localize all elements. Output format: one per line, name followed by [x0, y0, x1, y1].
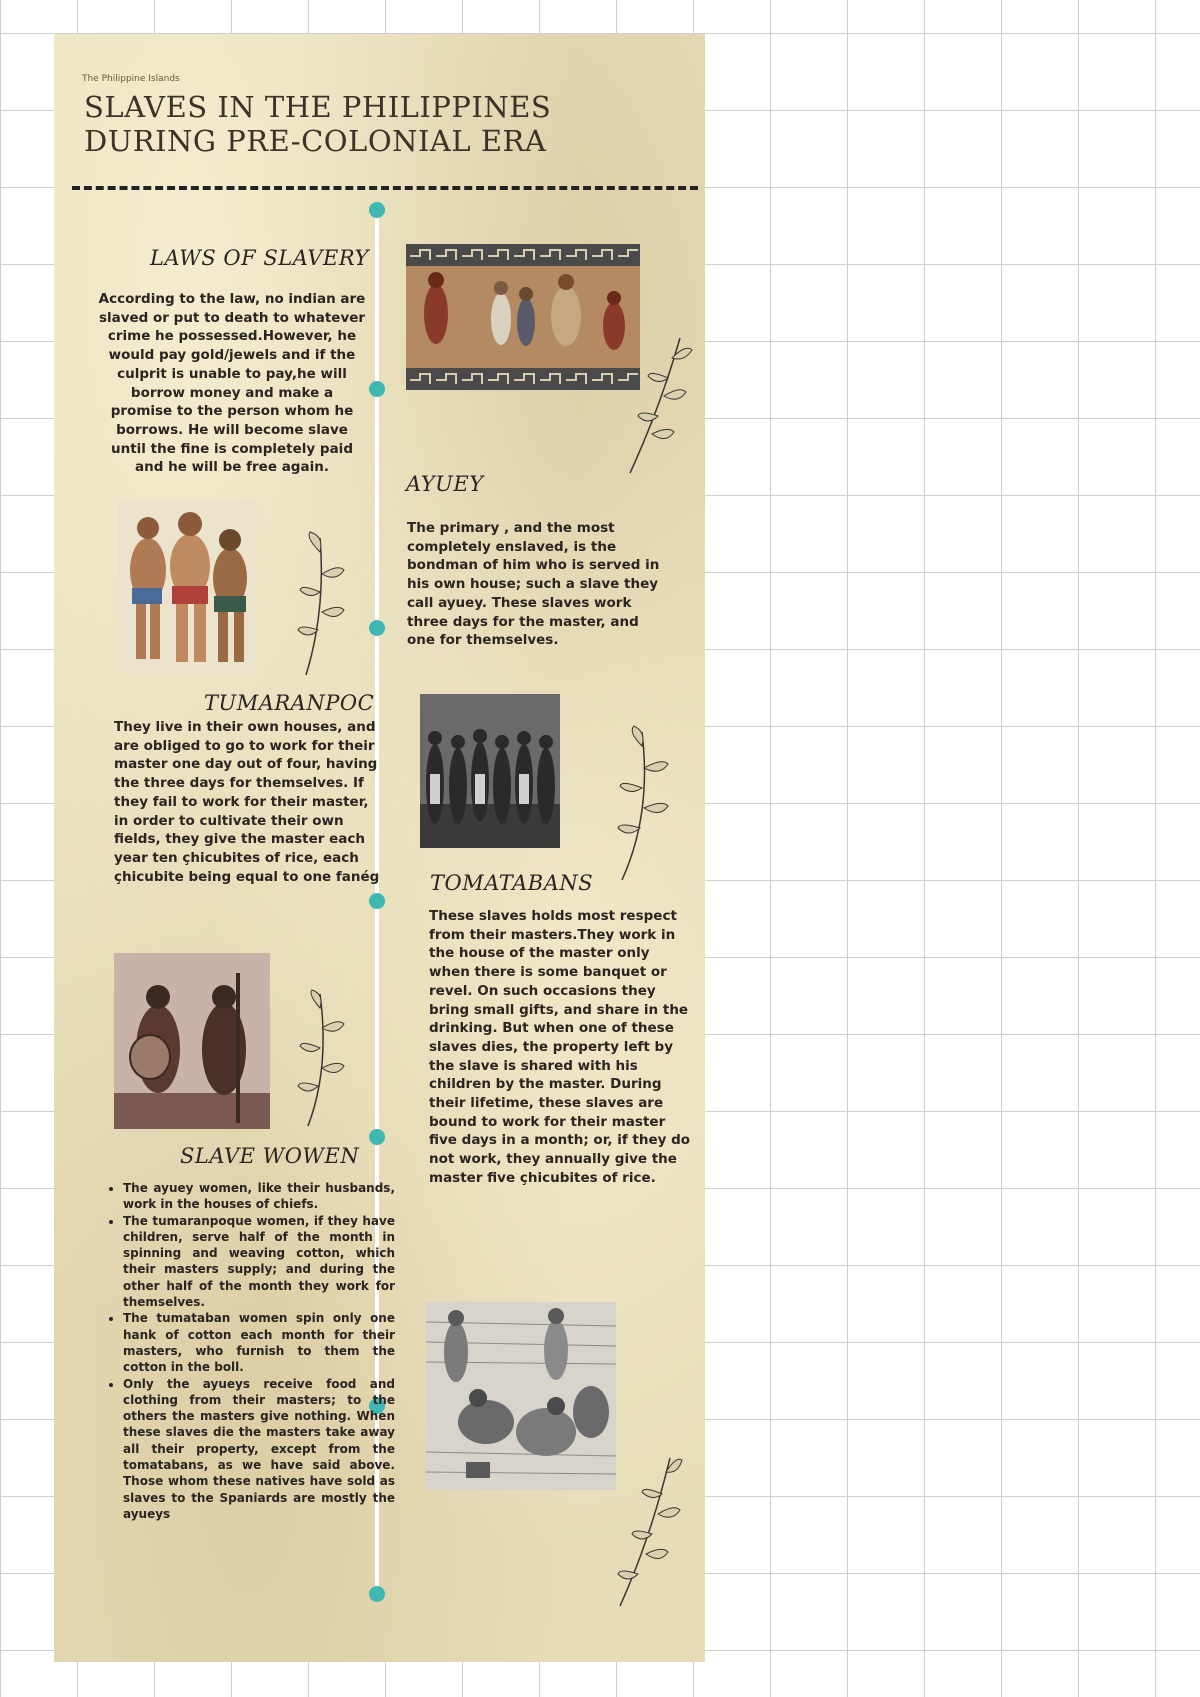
women-list	[109, 1180, 395, 1522]
timeline-dot	[369, 381, 385, 397]
timeline-dot	[369, 893, 385, 909]
ayuey-text: The primary , and the most completely enslaved, is the bondman of him who is served in his own house; such a slave they call ayuey. These slaves work three days for the master, and one for themselves.	[407, 520, 660, 649]
list-item: • The tumataban women spin only one hank of cotton each month for their masters, who furnish to them the cotton in the boll.	[123, 1310, 395, 1375]
page-title: SLAVES IN THE PHILIPPINES DURING PRE-COLONIAL ERA	[84, 90, 552, 158]
group-photo-image	[420, 694, 560, 848]
tumaranpoc-heading: TUMARANPOC	[204, 691, 375, 715]
ayuey-heading: AYUEY	[406, 472, 484, 496]
leaf-branch-icon	[620, 328, 700, 478]
list-item: • The tumaranpoque women, if they have children, serve half of the month in spinning and weaving cotton, which their masters supply; and during the other half of the month they work for themselves.	[123, 1213, 395, 1311]
women-heading: SLAVE WOWEN	[180, 1144, 360, 1168]
engraving-image	[426, 1302, 616, 1490]
list-item: • Only the ayueys receive food and clothing from their masters; to the others the masters give nothing. When these slaves die the masters take away all their property, except from the tomatabans, as we have said above. Those whom these natives have sold as slaves to the Spaniards are mostly the ayueys	[123, 1376, 395, 1523]
leaf-branch-icon	[286, 988, 356, 1128]
infographic-poster	[54, 34, 705, 1662]
list-item: • The ayuey women, like their husbands, work in the houses of chiefs.	[123, 1180, 395, 1213]
timeline-dot	[369, 1586, 385, 1602]
timeline-dot	[369, 620, 385, 636]
slaves-illustration-image	[118, 500, 258, 674]
leaf-branch-icon	[602, 724, 682, 884]
tumaranpoc-text: They live in their own houses, and are obliged to go to work for their master one day out of four, having the three days for themselves. If they fail to work for their master, in order to cultivate their own fields, they give the master each year ten çhicubites of rice, each çhicubite being equal to one fanég	[114, 719, 380, 885]
tomatabans-text: These slaves holds most respect from their masters.They work in the house of the master only when there is some banquet or revel. On such occasions they bring small gifts, and share in the drinking. But when one of these slaves dies, the property left by the slave is shared with his children by the master. During their lifetime, these slaves are bound to work for their master five days in a month; or, if they do not work, they annually give the master five çhicubites of rice.	[429, 908, 691, 1186]
poster-subtitle: The Philippine Islands	[82, 74, 180, 84]
leaf-branch-icon	[610, 1450, 690, 1610]
timeline-dot	[369, 1129, 385, 1145]
timeline-dot	[369, 202, 385, 218]
laws-heading: LAWS OF SLAVERY	[150, 246, 369, 270]
leaf-branch-icon	[286, 530, 356, 678]
tomatabans-heading: TOMATABANS	[430, 871, 594, 895]
roman-mosaic-image	[406, 244, 640, 390]
dashed-divider	[72, 186, 698, 190]
laws-text: According to the law, no indian are slaved or put to death to whatever crime he possessed.However, he would pay gold/jewels and if the culprit is unable to pay,he will borrow money and make a promise to the person whom he borrows. He will become slave until the fine is completely paid and he will be free again.	[98, 291, 366, 476]
warriors-photo-image	[114, 953, 270, 1129]
